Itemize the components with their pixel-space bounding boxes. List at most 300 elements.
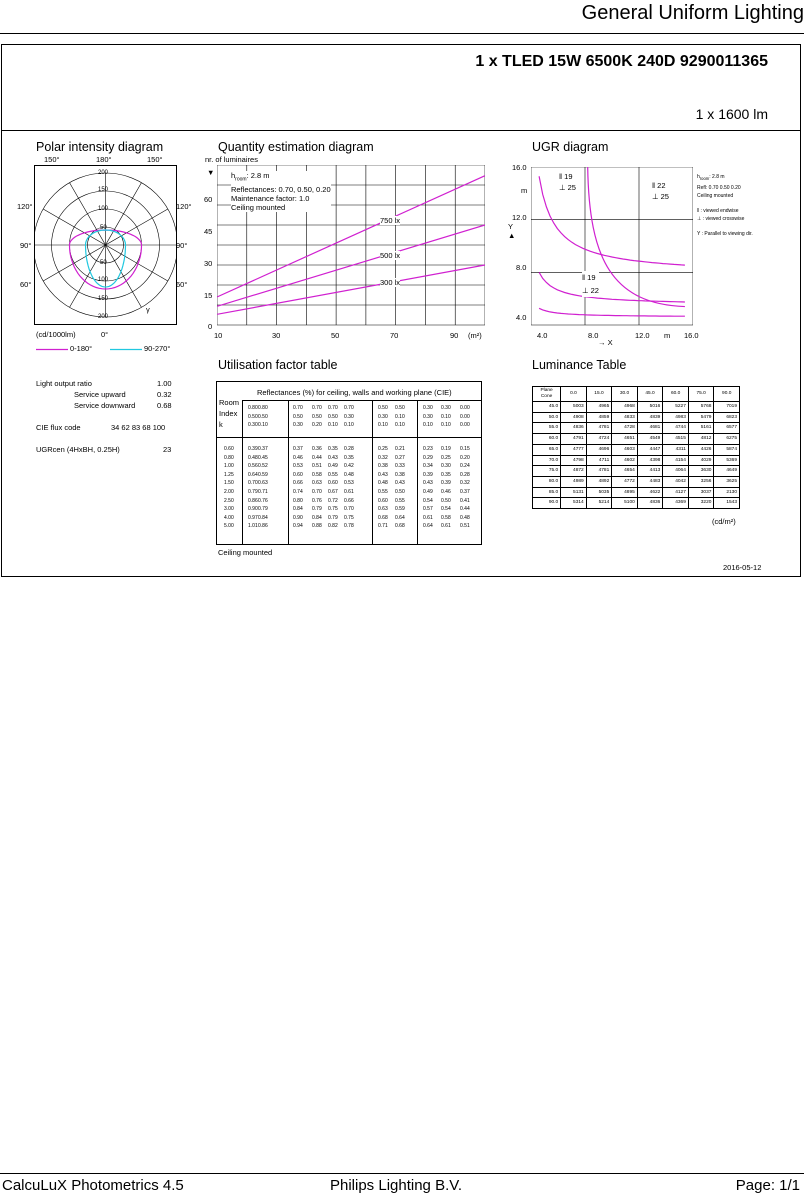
- quantity-xtick: 90: [450, 331, 459, 340]
- uf-cell: 0.88: [312, 523, 322, 530]
- luminance-cell: 5874: [714, 444, 740, 455]
- luminance-corner: Plane Cone: [533, 387, 561, 402]
- uf-cell: 0.70: [248, 480, 258, 487]
- luminance-cell: 4892: [586, 476, 612, 487]
- ugr-xaxis: → X: [598, 338, 613, 347]
- polar-legend-0-180: 0-180°: [70, 344, 93, 353]
- luminance-row: [533, 423, 740, 434]
- uf-cell: 0.10: [344, 422, 354, 428]
- luminance-cone: 85.0: [533, 487, 561, 498]
- uf-cell: 0.00: [460, 405, 470, 411]
- luminance-cell: 4989: [561, 476, 587, 487]
- uf-cell: 0.30: [293, 422, 303, 428]
- uf-cell: 0.72: [328, 497, 338, 504]
- uf-cell: 0.48: [344, 471, 354, 478]
- polar-angle-left-60: 60°: [20, 280, 32, 289]
- uf-cell: 0.54: [423, 497, 433, 504]
- polar-radial-label: 200: [98, 170, 109, 176]
- ugr-ytick: 8.0: [516, 263, 527, 272]
- uf-cell: 0.43: [378, 471, 388, 478]
- uf-cell: 0.38: [378, 463, 388, 470]
- uf-cell: 0.30: [344, 413, 354, 420]
- uf-cell: 0.00: [460, 413, 470, 420]
- luminance-cell: 1543: [714, 498, 740, 509]
- luminance-row: [533, 476, 740, 487]
- uf-cell: 0.50: [293, 413, 303, 420]
- uf-cell: 0.36: [312, 446, 322, 452]
- uf-k-value: 1.25: [224, 471, 234, 478]
- uf-cell: 0.48: [460, 514, 470, 521]
- uf-cell: 0.66: [293, 480, 303, 487]
- uf-cell: 0.75: [344, 514, 354, 521]
- document-title: General Uniform Lighting: [581, 2, 804, 24]
- uf-cell: 0.79: [248, 489, 258, 495]
- polar-radial-label: 50: [100, 225, 107, 231]
- uf-cell: 0.23: [423, 446, 433, 452]
- uf-cell: 0.70: [312, 405, 322, 411]
- luminance-cell: 4908: [561, 412, 587, 423]
- uf-cell: 0.66: [344, 497, 354, 504]
- polar-angle-right-90: 90°: [176, 241, 188, 250]
- uf-cell: 0.79: [312, 506, 322, 513]
- uf-cell: 0.90: [248, 506, 258, 513]
- uf-cell: 0.50: [441, 497, 451, 504]
- uf-cell: 0.59: [395, 506, 405, 513]
- luminance-cell: 4836: [561, 423, 587, 434]
- polar-gamma-label: γ: [146, 305, 150, 314]
- uf-cell: 0.50: [248, 413, 258, 420]
- uf-cell: 0.30: [441, 463, 451, 470]
- line-label-500: 500 lx: [380, 251, 401, 260]
- luminance-cell: 4369: [663, 498, 689, 509]
- uf-cell: 0.97: [248, 514, 258, 521]
- luminance-row: [533, 487, 740, 498]
- uf-cell: 0.50: [378, 405, 388, 411]
- luminance-cell: 4724: [586, 434, 612, 445]
- uf-cell: 0.71: [378, 523, 388, 530]
- uf-cell: 0.60: [378, 497, 388, 504]
- luminance-cell: 4772: [612, 476, 638, 487]
- polar-angle-right-60: 60°: [176, 280, 188, 289]
- luminance-unit: (cd/m²): [712, 517, 736, 526]
- luminance-row: [533, 466, 740, 477]
- luminance-plane-header: 75.0: [688, 387, 714, 402]
- uf-cell: 0.74: [293, 489, 303, 495]
- uf-cell: 0.60: [328, 480, 338, 487]
- luminance-cell: 4064: [663, 466, 689, 477]
- quantity-ytick: 0: [208, 322, 213, 331]
- polar-angle-left-90: 90°: [20, 241, 32, 250]
- ugr-xtick: 16.0: [684, 331, 699, 340]
- uf-cell: 0.10: [423, 422, 433, 428]
- uf-cell: 0.30: [423, 413, 433, 420]
- quantity-title: Quantity estimation diagram: [218, 140, 374, 154]
- uf-cell: 0.10: [441, 413, 451, 420]
- quantity-ytick: 30: [204, 259, 213, 268]
- uf-cell: 0.63: [258, 480, 268, 487]
- luminance-cell: 4798: [561, 455, 587, 466]
- luminance-cell: 4549: [637, 434, 663, 445]
- uf-cell: 0.50: [395, 405, 405, 411]
- luminance-cell: 4413: [637, 466, 663, 477]
- uf-cell: 0.44: [312, 454, 322, 461]
- luminance-cell: 4872: [561, 466, 587, 477]
- uf-cell: 0.30: [423, 405, 433, 411]
- luminance-row: [533, 444, 740, 455]
- uf-cell: 0.38: [395, 471, 405, 478]
- uf-cell: 0.56: [248, 463, 258, 470]
- luminance-cell: 6823: [714, 412, 740, 423]
- luminance-cone: 90.0: [533, 498, 561, 509]
- uf-cell: 0.28: [460, 471, 470, 478]
- luminance-row: [533, 455, 740, 466]
- luminance-cell: 4968: [612, 402, 638, 413]
- uf-cell: 0.55: [328, 471, 338, 478]
- ugr-ytick: 4.0: [516, 313, 527, 322]
- uf-cell: 0.57: [423, 506, 433, 513]
- uf-cell: 0.29: [423, 454, 433, 461]
- luminance-cone: 50.0: [533, 412, 561, 423]
- quantity-xunit: (m²): [468, 331, 482, 340]
- luminance-cell: 4426: [688, 444, 714, 455]
- uf-cell: 0.54: [441, 506, 451, 513]
- luminance-cell: 4983: [663, 412, 689, 423]
- uf-cell: 0.61: [423, 514, 433, 521]
- uf-cell: 0.43: [423, 480, 433, 487]
- uf-cell: 0.10: [395, 413, 405, 420]
- polar-radial-label: 150: [98, 187, 109, 193]
- luminance-cell: 4127: [663, 487, 689, 498]
- uf-cell: 0.50: [258, 413, 268, 420]
- uf-cell: 0.61: [441, 523, 451, 530]
- uf-cell: 0.50: [395, 489, 405, 495]
- luminance-cell: 4154: [663, 455, 689, 466]
- uf-cell: 0.58: [441, 514, 451, 521]
- uf-cell: 0.43: [328, 454, 338, 461]
- uf-cell: 0.53: [293, 463, 303, 470]
- quantity-ytick: 15: [204, 291, 213, 300]
- uf-k-value: 2.50: [224, 497, 234, 504]
- uf-k-value: 0.80: [224, 454, 234, 461]
- uf-cell: 0.78: [344, 523, 354, 530]
- luminance-cone: 60.0: [533, 434, 561, 445]
- luminance-cell: 4791: [561, 434, 587, 445]
- luminance-row: [533, 498, 740, 509]
- luminance-cell: 3630: [688, 466, 714, 477]
- quantity-info: $h_{room}$: 2.8 m Reflectances: 0.70, 0.50, 0.20 Maintenance factor: 1.0 Ceiling mounted: [231, 171, 331, 212]
- luminance-cell: 4515: [663, 434, 689, 445]
- ugr-ytick: 16.0: [512, 163, 527, 172]
- uf-cell: 0.76: [312, 497, 322, 504]
- ugr-legend: $h_{room}$: 2.8 m Refl: 0.70 0.50 0.20 Ceiling mounted ‖ : viewed endwise ⊥ : viewed crosswise Y : Parallel to viewing dir.: [697, 174, 753, 237]
- section-divider: [1, 130, 801, 131]
- luminance-cell: 4447: [637, 444, 663, 455]
- uf-cell: 0.49: [423, 489, 433, 495]
- uf-cell: 0.27: [395, 454, 405, 461]
- luminance-cell: 5016: [637, 402, 663, 413]
- uf-cell: 0.94: [293, 523, 303, 530]
- polar-title: Polar intensity diagram: [36, 140, 164, 154]
- uf-k-value: 0.60: [224, 446, 234, 452]
- ugr-curve: [539, 308, 685, 316]
- luminance-cell: 3037: [688, 487, 714, 498]
- luminance-cell: 4622: [637, 487, 663, 498]
- uf-cell: 0.68: [395, 523, 405, 530]
- uf-cell: 0.25: [378, 446, 388, 452]
- uf-cell: 0.30: [248, 422, 258, 428]
- polar-radial-label: 200: [98, 314, 109, 320]
- quantity-xtick: 10: [214, 331, 223, 340]
- luminance-cell: 7019: [714, 402, 740, 413]
- luminance-cell: 4603: [612, 444, 638, 455]
- luminance-cell: 5214: [586, 498, 612, 509]
- uf-cell: 0.64: [395, 514, 405, 521]
- quantity-series-line: [217, 265, 485, 314]
- uf-k-value: 4.00: [224, 514, 234, 521]
- uf-cell: 0.71: [258, 489, 268, 495]
- line-label-750: 750 lx: [380, 216, 401, 225]
- luminance-cell: 4602: [612, 455, 638, 466]
- polar-angle-right-120: 120°: [176, 202, 192, 211]
- uf-cell: 0.84: [293, 506, 303, 513]
- luminance-cell: 3256: [688, 476, 714, 487]
- uf-cell: 0.86: [248, 497, 258, 504]
- uf-cell: 0.10: [378, 422, 388, 428]
- ugr-yaxis: Y: [508, 222, 514, 231]
- uf-k-value: 3.00: [224, 506, 234, 513]
- light-output-ratios: Light output ratio 1.00 Service upward 0.32 Service downward 0.68 CIE flux code 34 62 83 68 100 UGRcen (4HxBH, 0.25H) 23: [36, 379, 172, 454]
- luminaire-title: 1 x TLED 15W 6500K 240D 9290011365: [475, 53, 768, 70]
- uf-cell: 0.34: [423, 463, 433, 470]
- quantity-ylabel: nr. of luminaires: [205, 155, 258, 164]
- polar-radial-label: 150: [98, 296, 109, 302]
- uf-cell: 0.39: [423, 471, 433, 478]
- luminance-plane-header: 15.0: [586, 387, 612, 402]
- luminance-cell: 4965: [586, 402, 612, 413]
- luminance-cone: 55.0: [533, 423, 561, 434]
- uf-cell: 0.20: [460, 454, 470, 461]
- luminance-cell: 3220: [688, 498, 714, 509]
- uf-cell: 0.76: [258, 497, 268, 504]
- uf-cell: 0.80: [258, 405, 268, 411]
- uf-cell: 0.82: [328, 523, 338, 530]
- uf-cell: 0.79: [258, 506, 268, 513]
- uf-cell: 0.51: [312, 463, 322, 470]
- luminance-cone: 45.0: [533, 402, 561, 413]
- luminance-cell: 4398: [637, 455, 663, 466]
- uf-cell: 0.00: [460, 422, 470, 428]
- uf-cell: 0.50: [312, 413, 322, 420]
- uf-cell: 0.28: [344, 446, 354, 452]
- uf-cell: 0.35: [328, 446, 338, 452]
- luminance-cell: 4711: [586, 455, 612, 466]
- luminance-cell: 4728: [612, 423, 638, 434]
- uf-cell: 0.30: [441, 405, 451, 411]
- uf-cell: 0.32: [460, 480, 470, 487]
- luminance-cell: 6577: [714, 423, 740, 434]
- luminance-cell: 4833: [612, 412, 638, 423]
- luminance-cell: 4681: [637, 423, 663, 434]
- luminance-row: [533, 412, 740, 423]
- uf-cell: 0.21: [395, 446, 405, 452]
- uf-cell: 1.01: [248, 523, 258, 530]
- uf-cell: 0.64: [248, 471, 258, 478]
- luminance-plane-header: 45.0: [637, 387, 663, 402]
- uf-cell: 0.75: [328, 506, 338, 513]
- uf-cell: 0.42: [344, 463, 354, 470]
- ugr-ytick: 12.0: [512, 213, 527, 222]
- ugr-curve: [588, 167, 685, 307]
- luminance-cell: 4859: [586, 412, 612, 423]
- uf-cell: 0.70: [312, 489, 322, 495]
- luminance-cell: 4836: [637, 498, 663, 509]
- uf-cell: 0.61: [344, 489, 354, 495]
- polar-radial-label: 100: [98, 206, 109, 212]
- luminance-cell: 3625: [714, 476, 740, 487]
- ugr-xunit: m: [664, 331, 671, 340]
- uf-cell: 0.15: [460, 446, 470, 452]
- luminance-cell: 4649: [714, 466, 740, 477]
- uf-cell: 0.70: [344, 506, 354, 513]
- print-date: 2016-05-12: [723, 563, 762, 572]
- polar-angle-bottom: 0°: [101, 330, 109, 339]
- footer-page: Page: 1/1: [735, 1177, 800, 1194]
- quantity-xtick: 70: [390, 331, 399, 340]
- ugr-label-3: ‖ 19 ⊥ 22: [582, 273, 599, 295]
- uf-room-index: Room Index k: [219, 398, 240, 429]
- luminance-cell: 4029: [688, 455, 714, 466]
- quantity-yaxis-arrow: ▼: [207, 168, 215, 177]
- uf-title: Utilisation factor table: [218, 358, 338, 372]
- uf-cell: 0.20: [312, 422, 322, 428]
- luminance-cell: 5003: [561, 402, 587, 413]
- uf-cell: 0.70: [293, 405, 303, 411]
- luminance-cell: 5131: [561, 487, 587, 498]
- polar-angle-left-120: 120°: [17, 202, 33, 211]
- uf-cell: 0.43: [395, 480, 405, 487]
- luminance-cell: 4654: [612, 466, 638, 477]
- ugr-xtick: 4.0: [537, 331, 548, 340]
- uf-cell: 0.41: [460, 497, 470, 504]
- luminance-cell: 4311: [663, 444, 689, 455]
- uf-cell: 0.19: [441, 446, 451, 452]
- luminance-cone: 70.0: [533, 455, 561, 466]
- uf-cell: 0.37: [258, 446, 268, 452]
- ugr-xtick: 8.0: [588, 331, 599, 340]
- uf-cell: 0.68: [378, 514, 388, 521]
- luminance-cell: 5161: [688, 423, 714, 434]
- luminance-plane-header: 60.0: [663, 387, 689, 402]
- uf-k-value: 1.00: [224, 463, 234, 470]
- polar-radial-label: 50: [100, 260, 107, 266]
- luminance-cell: 5035: [586, 487, 612, 498]
- uf-cell: 0.84: [258, 514, 268, 521]
- luminance-cell: 4744: [663, 423, 689, 434]
- luminance-cell: 4651: [612, 434, 638, 445]
- luminance-cell: 5768: [688, 402, 714, 413]
- uf-cell: 0.10: [258, 422, 268, 428]
- luminance-cell: 4777: [561, 444, 587, 455]
- uf-cell: 0.55: [395, 497, 405, 504]
- luminance-cell: 4696: [586, 444, 612, 455]
- quantity-ytick: 45: [204, 227, 213, 236]
- quantity-xtick: 30: [272, 331, 281, 340]
- uf-cell: 0.24: [460, 463, 470, 470]
- uf-cell: 0.67: [328, 489, 338, 495]
- ugr-label-2: ‖ 22 ⊥ 25: [652, 181, 669, 201]
- polar-legend-90-270: 90-270°: [144, 344, 171, 353]
- uf-cell: 0.49: [328, 463, 338, 470]
- luminance-cone: 80.0: [533, 476, 561, 487]
- uf-table: [216, 381, 482, 545]
- quantity-xtick: 50: [331, 331, 340, 340]
- luminance-title: Luminance Table: [532, 358, 627, 372]
- luminance-table: [532, 386, 740, 509]
- luminance-cell: 4839: [637, 412, 663, 423]
- quantity-series-line: [217, 225, 485, 306]
- footer-company: Philips Lighting B.V.: [330, 1177, 463, 1194]
- luminance-cell: 5479: [688, 412, 714, 423]
- uf-cell: 0.80: [293, 497, 303, 504]
- uf-footer: Ceiling mounted: [218, 548, 273, 557]
- uf-cell: 0.37: [293, 446, 303, 452]
- luminance-cell: 4895: [612, 487, 638, 498]
- luminaire-flux: 1 x 1600 lm: [695, 106, 768, 122]
- uf-cell: 0.58: [312, 471, 322, 478]
- uf-cell: 0.51: [460, 523, 470, 530]
- luminance-cell: 5227: [663, 402, 689, 413]
- ugr-xtick: 12.0: [635, 331, 650, 340]
- ugr-title: UGR diagram: [532, 140, 609, 154]
- uf-cell: 0.48: [378, 480, 388, 487]
- luminance-cell: 4812: [688, 434, 714, 445]
- uf-cell: 0.35: [441, 471, 451, 478]
- luminance-cell: 4781: [586, 423, 612, 434]
- luminance-plane-header: 90.0: [714, 387, 740, 402]
- luminance-cone: 65.0: [533, 444, 561, 455]
- uf-cell: 0.70: [328, 405, 338, 411]
- luminance-cell: 5314: [561, 498, 587, 509]
- uf-cell: 0.48: [248, 454, 258, 461]
- uf-cell: 0.50: [328, 413, 338, 420]
- ugr-curve: [539, 272, 685, 302]
- luminance-cell: 4042: [663, 476, 689, 487]
- polar-unit: (cd/1000lm): [36, 330, 76, 339]
- uf-cell: 0.46: [441, 489, 451, 495]
- luminance-cone: 75.0: [533, 466, 561, 477]
- header-rule: [0, 33, 804, 34]
- luminance-row: [533, 434, 740, 445]
- uf-cell: 0.10: [441, 422, 451, 428]
- uf-header: Reflectances (%) for ceiling, walls and working plane (CIE): [257, 388, 452, 397]
- footer-software: CalcuLuX Photometrics 4.5: [2, 1177, 184, 1194]
- uf-k-value: 2.00: [224, 489, 234, 495]
- uf-cell: 0.59: [258, 471, 268, 478]
- luminance-plane-header: 0.0: [561, 387, 587, 402]
- uf-cell: 0.33: [395, 463, 405, 470]
- ugr-label-1: ‖ 19 ⊥ 25: [559, 172, 576, 192]
- uf-cell: 0.45: [258, 454, 268, 461]
- quantity-ytick: 60: [204, 195, 213, 204]
- polar-angle-top-left: 150°: [44, 155, 60, 164]
- uf-cell: 0.80: [248, 405, 258, 411]
- uf-cell: 0.25: [441, 454, 451, 461]
- uf-cell: 0.79: [328, 514, 338, 521]
- uf-cell: 0.90: [293, 514, 303, 521]
- footer-rule: [0, 1173, 804, 1174]
- uf-cell: 0.39: [248, 446, 258, 452]
- ugr-yaxis-arrow: ▲: [508, 231, 516, 240]
